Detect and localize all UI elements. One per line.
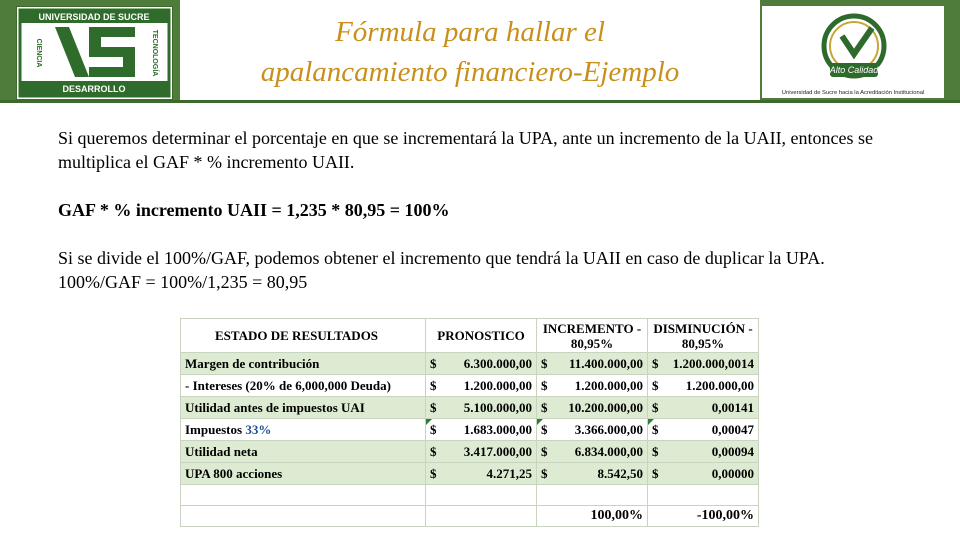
value: 0,00094 xyxy=(711,443,754,459)
col-header-increase-l1: INCREMENTO - xyxy=(542,320,642,336)
row-label xyxy=(181,419,426,441)
increase-cell xyxy=(541,400,643,416)
currency: $ xyxy=(541,465,548,481)
logo-top-text: UNIVERSIDAD DE SUCRE xyxy=(38,12,150,22)
currency: $ xyxy=(430,421,437,437)
value: 1.200.000,00 xyxy=(463,377,532,393)
value: 1.200.000,00 xyxy=(574,377,643,393)
row-label: Utilidad neta xyxy=(181,441,426,463)
logo-right-text: TECNOLOGÍA xyxy=(151,29,158,77)
currency: $ xyxy=(652,421,659,437)
decrease-cell xyxy=(652,400,754,416)
table-row xyxy=(181,397,759,419)
value: 6.834.000,00 xyxy=(574,443,643,459)
row-label: Margen de contribución xyxy=(181,353,426,375)
income-statement-table xyxy=(180,318,759,527)
seal-caption: Universidad de Sucre hacia la Acreditación Institucional xyxy=(781,90,925,96)
accreditation-logo xyxy=(762,6,944,98)
value: 1.683.000,00 xyxy=(463,421,532,437)
decrease-cell xyxy=(652,356,754,372)
currency: $ xyxy=(652,377,659,393)
logo-bottom-text: DESARROLLO xyxy=(62,84,126,94)
formula-line: GAF * % incremento UAII = 1,235 * 80,95 = 100% xyxy=(58,200,450,220)
title-line-1: Fórmula para hallar el xyxy=(335,15,605,48)
row-label: - Intereses (20% de 6,000,000 Deuda) xyxy=(181,375,426,397)
row-label: UPA 800 acciones xyxy=(181,463,426,485)
increase-cell xyxy=(541,356,643,372)
row-label: Utilidad antes de impuestos UAI xyxy=(181,397,426,419)
currency: $ xyxy=(430,443,437,459)
currency: $ xyxy=(652,443,659,459)
currency: $ xyxy=(430,355,437,371)
col-header-forecast: PRONOSTICO xyxy=(426,319,537,353)
table-row xyxy=(181,419,759,441)
currency: $ xyxy=(541,399,548,415)
value: 3.417.000,00 xyxy=(463,443,532,459)
table-header-row xyxy=(181,319,759,353)
seal-badge-text: Alto Calidad xyxy=(829,65,879,75)
currency: $ xyxy=(652,399,659,415)
increase-cell xyxy=(541,422,643,438)
currency: $ xyxy=(652,465,659,481)
increase-cell xyxy=(541,378,643,394)
value: 11.400.000,00 xyxy=(568,355,643,371)
forecast-cell xyxy=(430,422,532,438)
value: 0,00000 xyxy=(711,465,754,481)
table-row xyxy=(181,375,759,397)
col-header-decrease-l1: DISMINUCIÓN - xyxy=(653,320,753,336)
increase-cell xyxy=(541,466,643,482)
value: 0,00141 xyxy=(711,399,754,415)
col-header-decrease-l2: 80,95% xyxy=(681,335,725,351)
total-increase: 100,00% xyxy=(537,506,648,527)
intro-paragraph: Si queremos determinar el porcentaje en que se incrementará la UPA, ante un incremento de la UAII, entonces se multiplica el GAF * % incremento UAII. xyxy=(58,128,874,172)
table-row xyxy=(181,441,759,463)
value: 1.200.000,00 xyxy=(685,377,754,393)
table-row xyxy=(181,353,759,375)
forecast-cell xyxy=(430,444,532,460)
currency: $ xyxy=(541,421,548,437)
table-row xyxy=(181,463,759,485)
row-label-text: Impuestos xyxy=(185,421,243,437)
currency: $ xyxy=(430,377,437,393)
col-header-statement: ESTADO DE RESULTADOS xyxy=(181,319,426,353)
total-decrease: -100,00% xyxy=(648,506,759,527)
currency: $ xyxy=(541,443,548,459)
logo-left-text: CIENCIA xyxy=(35,38,42,68)
decrease-cell xyxy=(652,422,754,438)
tax-rate: 33% xyxy=(245,421,272,437)
university-logo-icon xyxy=(17,7,172,99)
forecast-cell xyxy=(430,400,532,416)
currency: $ xyxy=(541,377,548,393)
header-band xyxy=(0,0,960,103)
currency: $ xyxy=(652,355,659,371)
decrease-cell xyxy=(652,466,754,482)
decrease-cell xyxy=(652,444,754,460)
currency: $ xyxy=(430,399,437,415)
col-header-increase-l2: 80,95% xyxy=(570,335,614,351)
slide-title xyxy=(180,0,760,103)
decrease-cell xyxy=(652,378,754,394)
currency: $ xyxy=(541,355,548,371)
inverse-formula: 100%/GAF = 100%/1,235 = 80,95 xyxy=(58,272,308,292)
value: 0,00047 xyxy=(711,421,754,437)
col-header-increase xyxy=(537,319,648,353)
value: 5.100.000,00 xyxy=(463,399,532,415)
value: 8.542,50 xyxy=(597,465,643,481)
blank-row xyxy=(181,485,759,506)
university-logo xyxy=(16,6,173,100)
value: 1.200.000,0014 xyxy=(672,355,754,371)
totals-row xyxy=(181,506,759,527)
accreditation-seal-icon xyxy=(762,6,944,98)
currency: $ xyxy=(430,465,437,481)
title-line-2: apalancamiento financiero-Ejemplo xyxy=(260,55,680,88)
forecast-cell xyxy=(430,356,532,372)
increase-cell xyxy=(541,444,643,460)
inverse-text: Si se divide el 100%/GAF, podemos obtener el incremento que tendrá la UAII en caso de duplicar la UPA. xyxy=(58,248,825,268)
forecast-cell xyxy=(430,378,532,394)
value: 3.366.000,00 xyxy=(574,421,643,437)
col-header-decrease xyxy=(648,319,759,353)
header-divider xyxy=(0,100,960,103)
inverse-paragraph xyxy=(58,246,938,294)
value: 10.200.000,00 xyxy=(568,399,643,415)
value: 4.271,25 xyxy=(486,465,532,481)
value: 6.300.000,00 xyxy=(463,355,532,371)
forecast-cell xyxy=(430,466,532,482)
